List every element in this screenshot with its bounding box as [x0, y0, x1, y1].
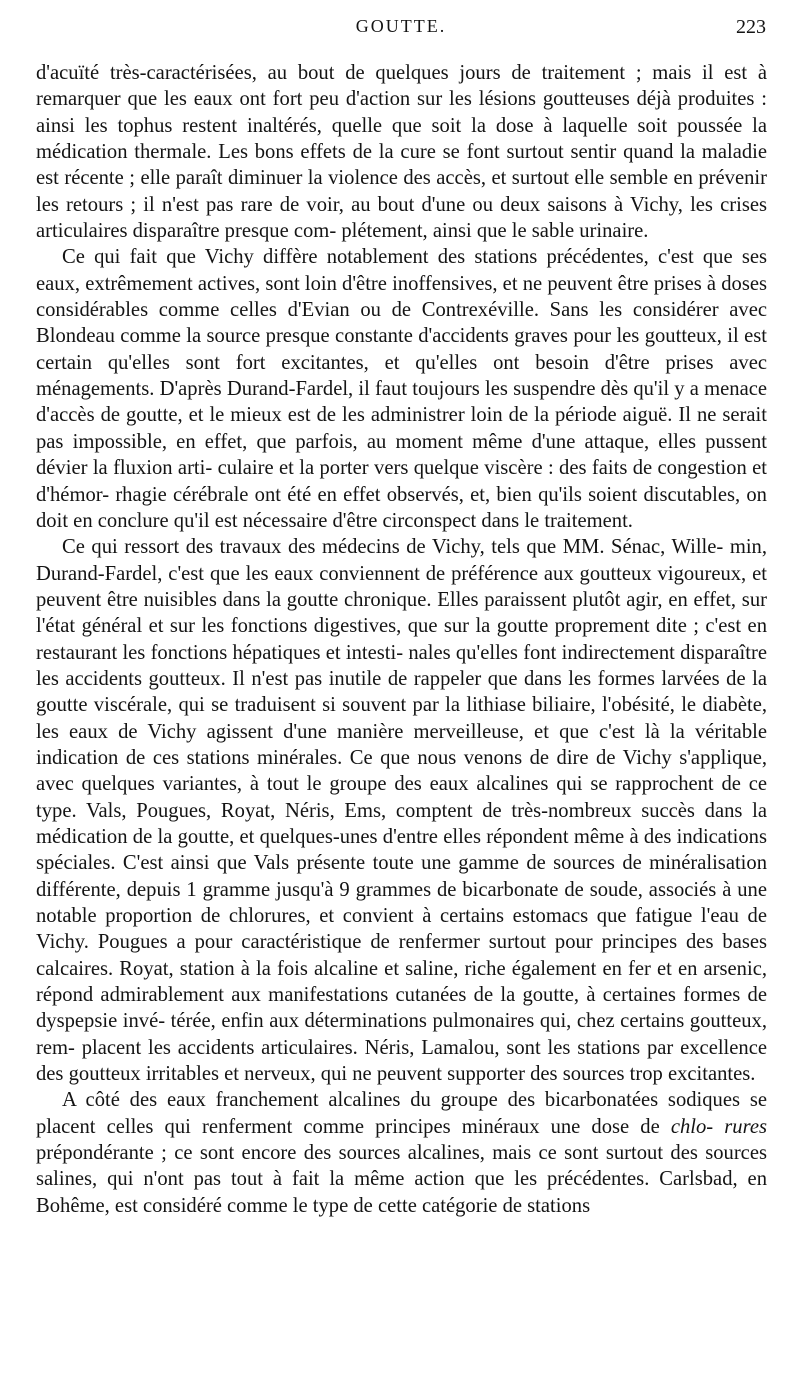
text-line: térée, enfin aux déterminations pulmonaires qui, chez certains goutteux, rem-	[36, 1010, 767, 1059]
text-line: rhagie cérébrale ont été en effet observés, et, bien qu'ils soient discutables, on	[115, 483, 767, 506]
text-line: des goutteux irritables et nerveux, qui ne peuvent supporter des sources trop	[36, 1063, 663, 1086]
italic-term-part-2: rures	[724, 1115, 767, 1138]
paragraph-4	[36, 1087, 767, 1219]
text-line: soit poussée la médication thermale. Les bons effets de la cure se font surtout	[36, 114, 767, 164]
text-line: de ces stations minérales. Ce que nous venons de dire de Vichy s'applique, avec	[36, 746, 767, 796]
text-line: à remarquer que les eaux ont fort peu d'action sur les lésions goutteuses déjà	[36, 62, 767, 111]
text-line: parfois, au moment même d'une attaque, elles pussent dévier la fluxion arti-	[36, 430, 767, 480]
text-line: placent les accidents articulaires. Néris, Lamalou, sont les stations par excellence	[81, 1036, 767, 1059]
text-line: plétement, ainsi que le sable urinaire.	[341, 220, 649, 243]
text-line: les suspendre dès qu'il y a menace d'accès de goutte, et le mieux est de les	[36, 378, 768, 427]
paragraph-4-line-3: prépondérante ; ce sont encore des sources alcalines, mais ce sont surtout	[36, 1142, 664, 1165]
text-line: Vichy agissent d'une manière merveilleuse, et que c'est là la véritable indication	[36, 720, 767, 769]
paragraph-1	[36, 60, 767, 244]
paragraph-4-line-5: Carlsbad, en Bohême, est considéré comme le type de cette catégorie de stations	[36, 1168, 767, 1217]
italic-term-part-1: chlo-	[670, 1115, 714, 1138]
text-line: plutôt agir, en effet, sur l'état général et sur les fonctions digestives, que sur la	[36, 588, 767, 638]
text-line: pour les goutteux, il est certain qu'elles sont fort excitantes, et qu'elles ont	[36, 325, 767, 374]
running-head	[36, 12, 766, 42]
text-line: à certains estomacs que fatigue l'eau de Vichy. Pougues a pour caractéristique	[36, 905, 767, 954]
text-line: aux manifestations cutanées de la goutte, à certaines formes de dyspepsie invé-	[36, 984, 767, 1033]
text-line: Ce qui ressort des travaux des médecins de Vichy, tels que MM. Sénac, Wille-	[62, 536, 724, 559]
running-title: GOUTTE.	[355, 16, 447, 36]
text-line: administrer loin de la période aiguë. Il ne serait pas impossible, en effet, que	[36, 404, 767, 453]
text-line: Ce qui fait que Vichy diffère notablement des stations précédentes, c'est que	[62, 246, 733, 269]
text-line: type. Vals, Pougues, Royat, Néris, Ems, comptent de très-nombreux succès dans	[36, 799, 743, 822]
text-line: considérer avec Blondeau comme la source presque constante d'accidents graves	[36, 299, 767, 348]
text-line: d'acuïté très-caractérisées, au bout de quelques jours de traitement ; mais il est	[36, 62, 748, 84]
paragraph-4-line-2: se placent celles qui renferment comme principes minéraux une dose de	[36, 1089, 767, 1138]
text-line: goutte proprement dite ; c'est en restaurant les fonctions hépatiques et intesti-	[36, 615, 767, 664]
page-number: 223	[736, 16, 766, 38]
body-text	[36, 60, 767, 1219]
text-line: produites : ainsi les tophus restent inaltérés, quelle que soit la dose à laquelle	[36, 88, 767, 137]
paragraph-4-line-4: des sources salines, qui n'ont pas tout à fait la même action que les précédentes.	[36, 1142, 767, 1191]
text-line: la médication de la goutte, et quelques-unes d'entre elles répondent même à	[36, 799, 767, 848]
text-line: vigoureux, et peuvent être nuisibles dans la goutte chronique. Elles paraissent	[36, 562, 767, 611]
paragraph-3	[36, 534, 767, 1087]
text-line: des indications spéciales. C'est ainsi que Vals présente toute une gamme de	[36, 825, 767, 875]
text-line: alcaline et saline, riche également en fer et en arsenic, répond admirablement	[36, 957, 767, 1007]
text-line: culaire et la porter vers quelque viscère : des faits de congestion et d'hémor-	[36, 457, 767, 506]
text-line: sources de minéralisation différente, depuis 1 gramme jusqu'à 9 grammes de	[36, 852, 767, 901]
text-line: sentir quand la maladie est récente ; elle paraît diminuer la violence des accès,	[36, 141, 767, 190]
text-line: quelques variantes, à tout le groupe des eaux alcalines qui se rapprochent de ce	[81, 773, 768, 796]
text-line: excitantes.	[667, 1063, 756, 1086]
text-line: de renfermer surtout pour principes des bases calcaires. Royat, station à la fois	[36, 931, 768, 980]
text-line: et surtout elle semble en prévenir les retours ; il n'est pas rare de voir, au bout	[36, 167, 767, 216]
paragraph-2	[36, 244, 767, 534]
text-line: prises à doses considérables comme celles d'Evian ou de Contrexéville. Sans les	[36, 272, 768, 322]
text-line: d'une ou deux saisons à Vichy, les crises articulaires disparaître presque com-	[36, 193, 768, 243]
text-line: traduisent si souvent par la lithiase biliaire, l'obésité, le diabète, les eaux de	[36, 694, 767, 743]
text-line: min, Durand-Fardel, c'est que les eaux conviennent de préférence aux goutteux	[36, 536, 767, 585]
text-line: inutile de rappeler que dans les formes larvées de la goutte viscérale, qui se	[36, 667, 767, 717]
text-line: bicarbonate de soude, associés à une notable proportion de chlorures, et convient	[36, 878, 767, 927]
text-line: doit en conclure qu'il est nécessaire d'être circonspect dans le traitement.	[36, 509, 633, 532]
text-line: nales qu'elles font indirectement disparaître les accidents goutteux. Il n'est pas	[36, 641, 767, 690]
text-line: ses eaux, extrêmement actives, sont loin d'être inoffensives, et ne peuvent être	[36, 246, 767, 295]
text-line: besoin d'être prises avec ménagements. D'après Durand-Fardel, il faut toujours	[36, 351, 767, 401]
paragraph-4-line-1: A côté des eaux franchement alcalines du groupe des bicarbonatées sodiques	[62, 1089, 741, 1112]
